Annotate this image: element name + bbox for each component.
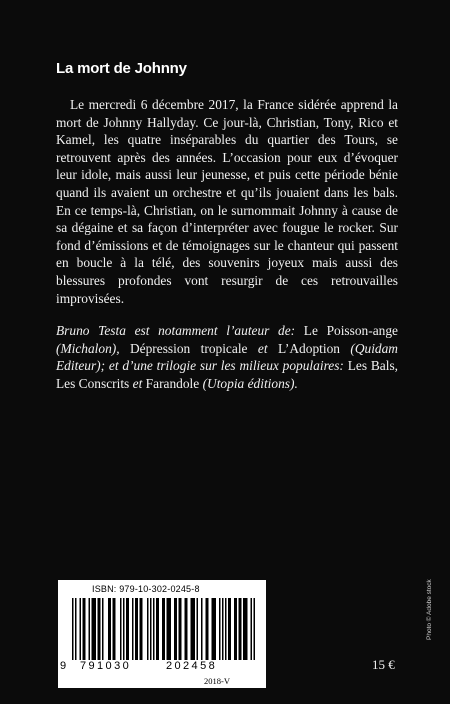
- barcode-digits: [58, 660, 266, 674]
- author-bio: [56, 322, 398, 392]
- photo-credit: Photo © Adobe stock: [426, 579, 433, 640]
- barcode-bar: [102, 598, 104, 660]
- barcode-bar: [206, 598, 208, 660]
- barcode-bar: [179, 598, 181, 660]
- barcode-bar: [191, 598, 193, 660]
- barcode-bar: [158, 598, 160, 660]
- bio-book-1: Le Poisson-ange: [303, 323, 398, 338]
- barcode-bar: [150, 598, 152, 660]
- barcode-bar: [228, 598, 230, 660]
- barcode-bar: [72, 598, 74, 660]
- barcode-bar: [234, 598, 236, 660]
- bio-intro: Bruno Testa est notamment l’auteur de:: [56, 323, 296, 338]
- bio-publisher-3: (Utopia éditions).: [202, 375, 298, 391]
- barcode-bar: [132, 598, 134, 660]
- barcode-bar: [156, 598, 158, 660]
- barcode-bar: [164, 598, 166, 660]
- bio-publisher-2: (Quidam Editeur); et d’une trilogie sur les milieux populaires:: [56, 340, 398, 374]
- barcode-bar: [186, 598, 188, 660]
- barcode-bar: [207, 598, 209, 660]
- bio-book-4: Les Bals, Les Conscrits: [56, 358, 399, 391]
- barcode-bar: [213, 598, 215, 660]
- barcode-bar: [89, 598, 91, 660]
- barcode-bar: [162, 598, 164, 660]
- bio-book-3: L’Adoption: [277, 340, 340, 356]
- price-label: 15 €: [372, 657, 395, 672]
- barcode-bar: [215, 598, 217, 660]
- barcode-bar: [167, 598, 169, 660]
- barcode-bar: [170, 598, 172, 660]
- barcode-bar: [243, 598, 245, 660]
- bio-publisher-1: (Michalon),: [56, 340, 120, 356]
- barcode-panel: [58, 580, 266, 688]
- barcode-bar: [245, 598, 247, 660]
- print-code: 2018-V: [204, 676, 230, 686]
- barcode-bar: [140, 598, 142, 660]
- barcode-bar: [126, 598, 128, 660]
- barcode-bar: [153, 598, 155, 660]
- barcode-bar: [201, 598, 203, 660]
- barcode-digits-left: 791030: [80, 660, 132, 672]
- barcode-bar: [108, 598, 110, 660]
- barcode-digits-right: 202458: [166, 660, 218, 672]
- barcode-bar: [123, 598, 125, 660]
- bio-and-2: et: [132, 375, 143, 391]
- barcode-bar: [185, 598, 187, 660]
- barcode-bar: [120, 598, 122, 660]
- barcode-bar: [212, 598, 214, 660]
- barcode-bars: [58, 598, 266, 660]
- barcode-bar: [84, 598, 86, 660]
- barcode-bar: [192, 598, 194, 660]
- barcode-bar: [113, 598, 115, 660]
- barcode-bar: [95, 598, 97, 660]
- barcode-bar: [75, 598, 77, 660]
- book-summary: Le mercredi 6 décembre 2017, la France sidérée apprend la mort de Johnny Hallyday. Ce jour-là, Christian, Tony, Rico et Kamel, les quatre inséparables du quartier des Tours, se retrouvent après des années. L’occasion pour eux d’évoquer leur idole, mais aussi leur jeunesse, et puis cette période bénie quand ils avaient un orchestre et qu’ils jouaient dans les bals. En ce temps-là, Christian, on le surnommait Johnny à cause de sa dégaine et sa façon d’interpréter avec fougue le rocker. Sur fond d’émissions et de témoignages sur le chanteur qui passent en boucle à la télé, des souvenirs joyeux mais aussi des blessures profondes vont resurgir de ces retrouvailles improvisées.: [56, 97, 398, 306]
- barcode-bar: [180, 598, 182, 660]
- barcode-bar: [93, 598, 95, 660]
- barcode-bar: [141, 598, 143, 660]
- barcode-bar: [230, 598, 232, 660]
- barcode-bar: [168, 598, 170, 660]
- barcode-bar: [174, 598, 176, 660]
- bio-book-2: Dépression tropicale: [130, 340, 248, 356]
- barcode-bar: [135, 598, 137, 660]
- barcode-bar: [128, 598, 130, 660]
- isbn-label: ISBN: 979-10-302-0245-8: [92, 584, 200, 594]
- book-title: La mort de Johnny: [56, 60, 187, 77]
- barcode-bar: [246, 598, 248, 660]
- barcode-bar: [254, 598, 256, 660]
- barcode-bar: [83, 598, 85, 660]
- barcode-bar: [239, 598, 241, 660]
- barcode-bar: [80, 598, 82, 660]
- barcode-bar: [110, 598, 112, 660]
- barcode-bar: [137, 598, 139, 660]
- barcode-digit-first: 9: [60, 660, 67, 672]
- barcode-bar: [197, 598, 199, 660]
- barcode-bar: [114, 598, 116, 660]
- barcode-bar: [176, 598, 178, 660]
- barcode-bar: [194, 598, 196, 660]
- bio-book-5: Farandole: [145, 375, 200, 391]
- barcode-bar: [240, 598, 242, 660]
- barcode-bar: [219, 598, 221, 660]
- barcode-bar: [98, 598, 100, 660]
- barcode-bar: [225, 598, 227, 660]
- barcode-bar: [99, 598, 101, 660]
- barcode-bar: [92, 598, 94, 660]
- barcode-bar: [147, 598, 149, 660]
- barcode-bar: [222, 598, 224, 660]
- barcode-bar: [236, 598, 238, 660]
- barcode-bar: [251, 598, 253, 660]
- bio-and-1: et: [257, 340, 268, 356]
